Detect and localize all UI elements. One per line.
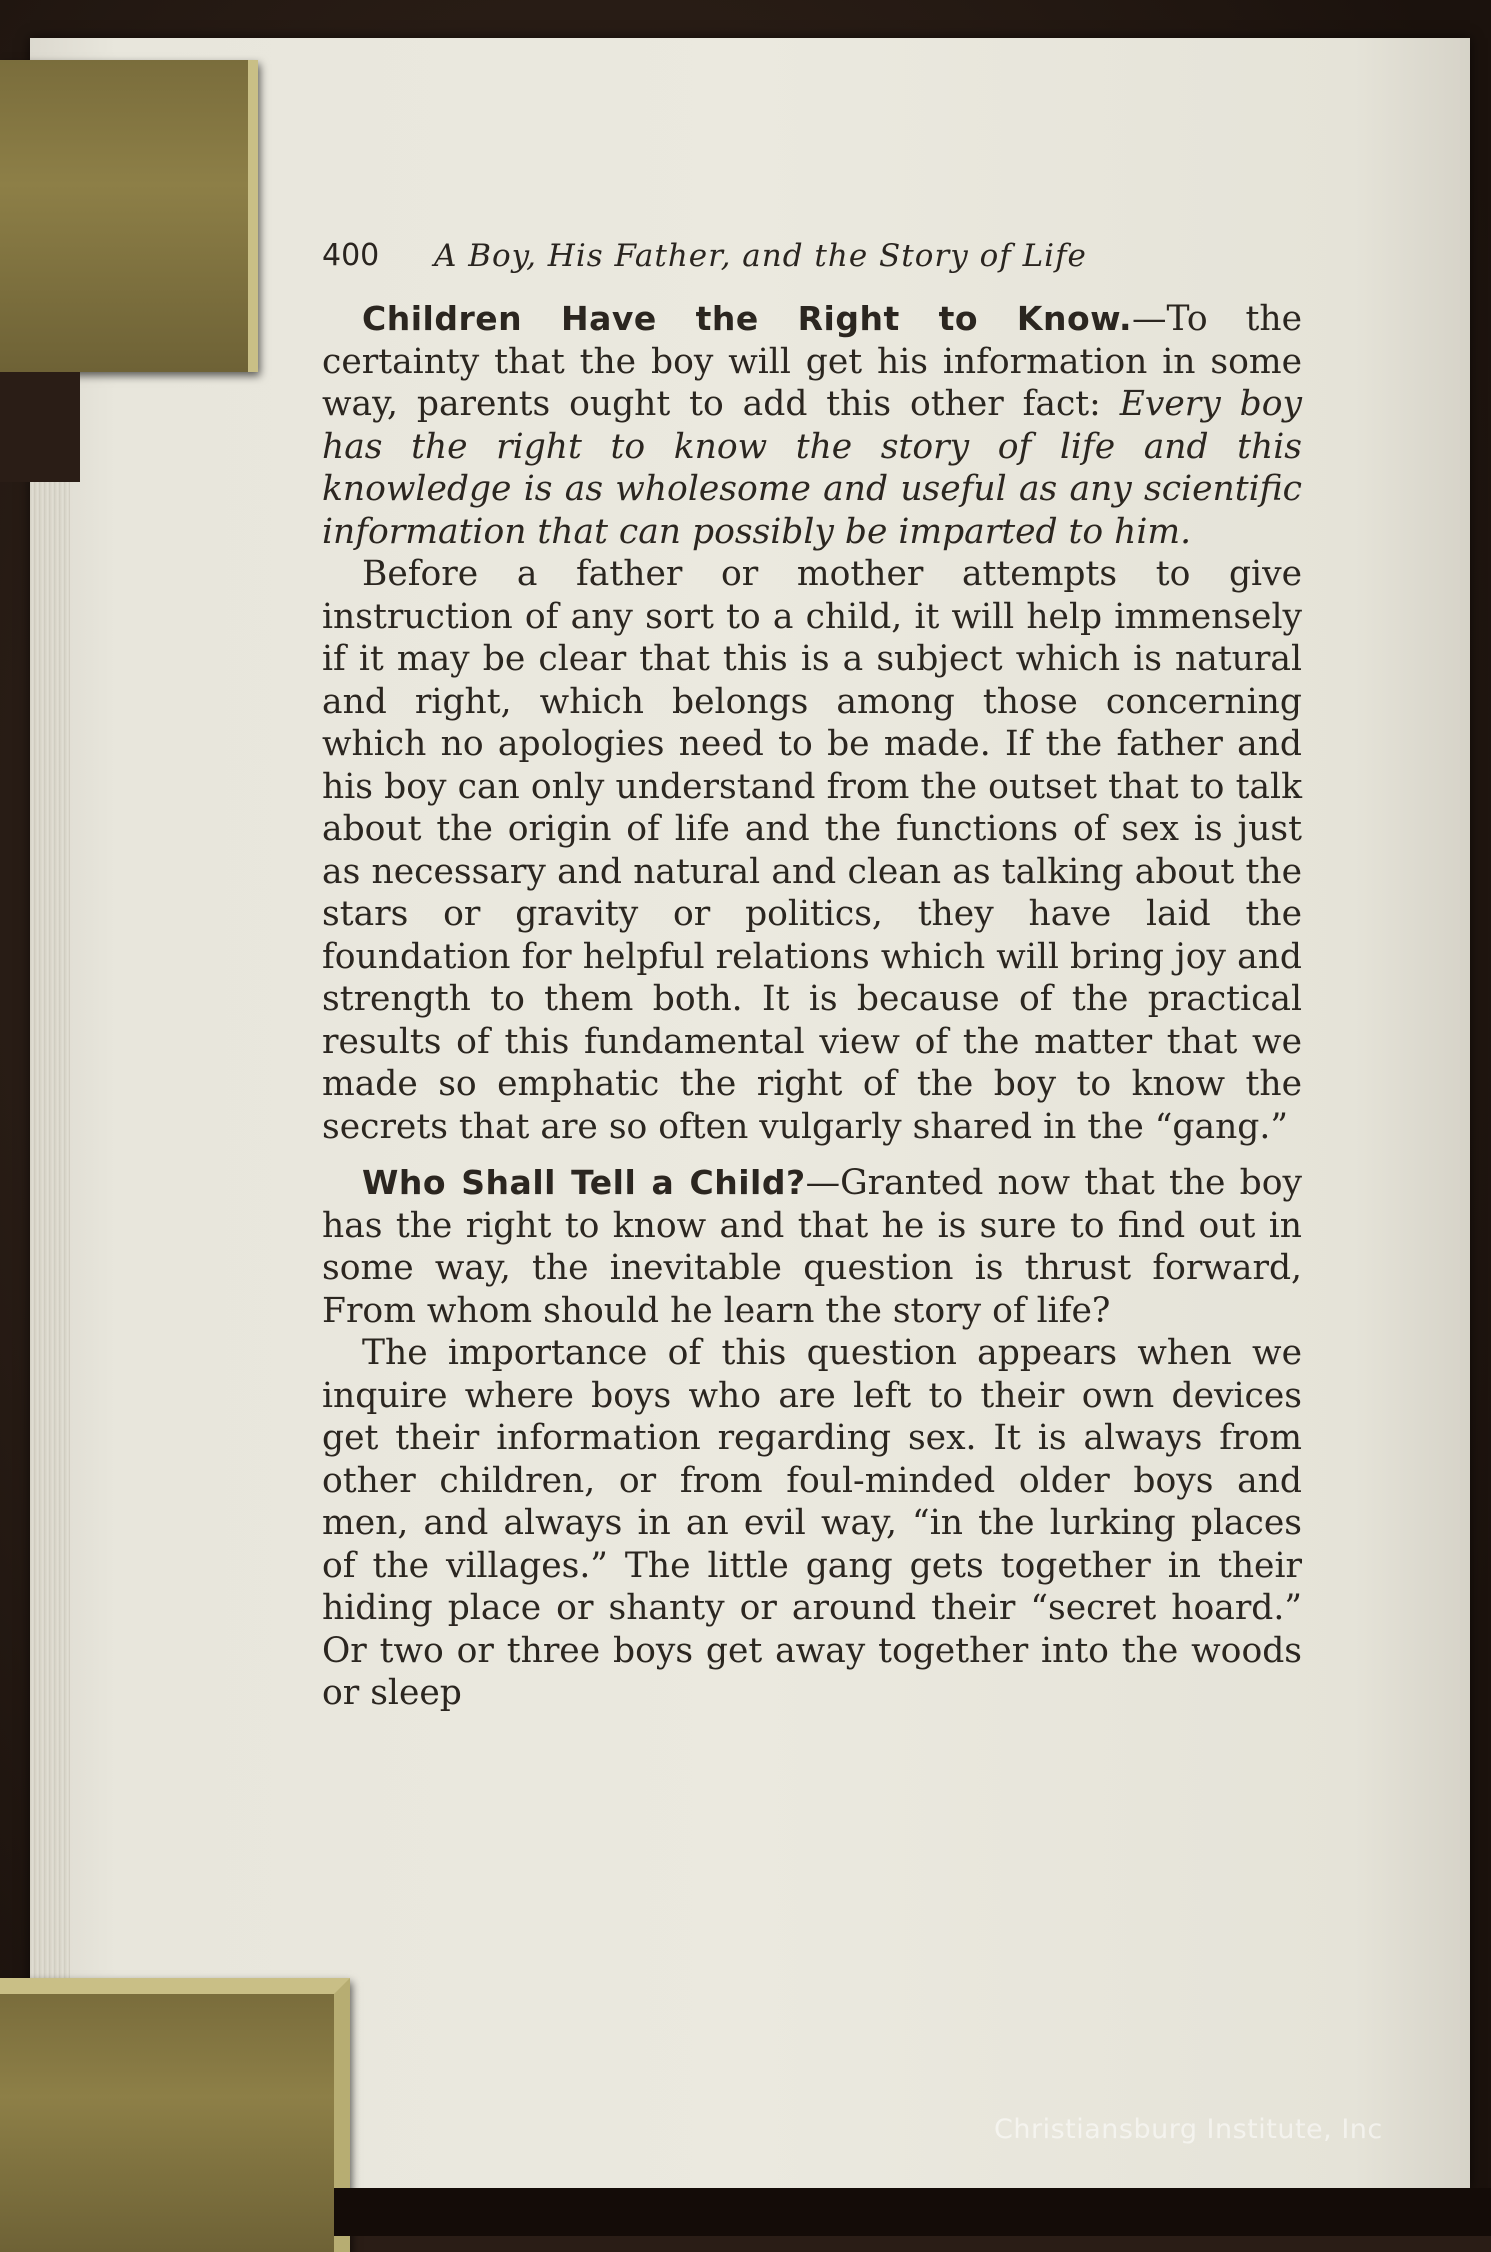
page-number: 400 <box>322 238 380 273</box>
section2-paragraph2: The importance of this question appears when we inquire where boys who are left to their own devices get their information regarding sex. It is always from other children, or from foul-minded older boys and men, and always in an evil way, “in the lurking places of the villages.” The little gang gets together in their hiding place or shanty or around their “secret hoard.” Or two or three boys get away together into the woods or sleep <box>322 1333 1302 1713</box>
body-text <box>322 298 1302 1715</box>
section2-paragraph1 <box>322 1162 1302 1332</box>
page-edges <box>30 470 70 1990</box>
section1-intro: —To the certainty that the boy will get his information in some way, parents ought to add this other fact: <box>322 299 1302 424</box>
bottom-page-tab <box>0 1978 350 2252</box>
section1-heading: Children Have the Right to Know. <box>362 299 1133 338</box>
running-header <box>322 238 1302 282</box>
bottom-shadow <box>334 2188 1491 2236</box>
section2-heading: Who Shall Tell a Child? <box>362 1163 806 1202</box>
running-title: A Boy, His Father, and the Story of Life <box>434 238 1087 274</box>
top-page-tab <box>0 60 258 372</box>
tab-shadow <box>0 372 80 482</box>
watermark: Christiansburg Institute, Inc <box>994 2114 1383 2145</box>
section-gap <box>322 1148 1302 1162</box>
section2-intro: —Granted now that the boy has the right to know and that he is sure to find out in some way, the inevitable question is thrust forward, From whom should he learn the story of life? <box>322 1163 1302 1331</box>
section1-emphasis: Every boy has the right to know the story of life and this knowledge is as wholesome and useful as any scientific information that can possibly be imparted to him. <box>322 384 1302 552</box>
section1-paragraph2: Before a father or mother attempts to give instruction of any sort to a child, it will help immensely if it may be clear that this is a subject which is natural and right, which belongs among those concerning which no apologies need to be made. If the father and his boy can only understand from the outset that to talk about the origin of life and the functions of sex is just as necessary and natural and clean as talking about the stars or gravity or politics, they have laid the foundation for helpful relations which will bring joy and strength to them both. It is because of the practical results of this fundamental view of the matter that we made so emphatic the right of the boy to know the secrets that are so often vulgarly shared in the “gang.” <box>322 554 1302 1147</box>
section1-paragraph1 <box>322 298 1302 553</box>
